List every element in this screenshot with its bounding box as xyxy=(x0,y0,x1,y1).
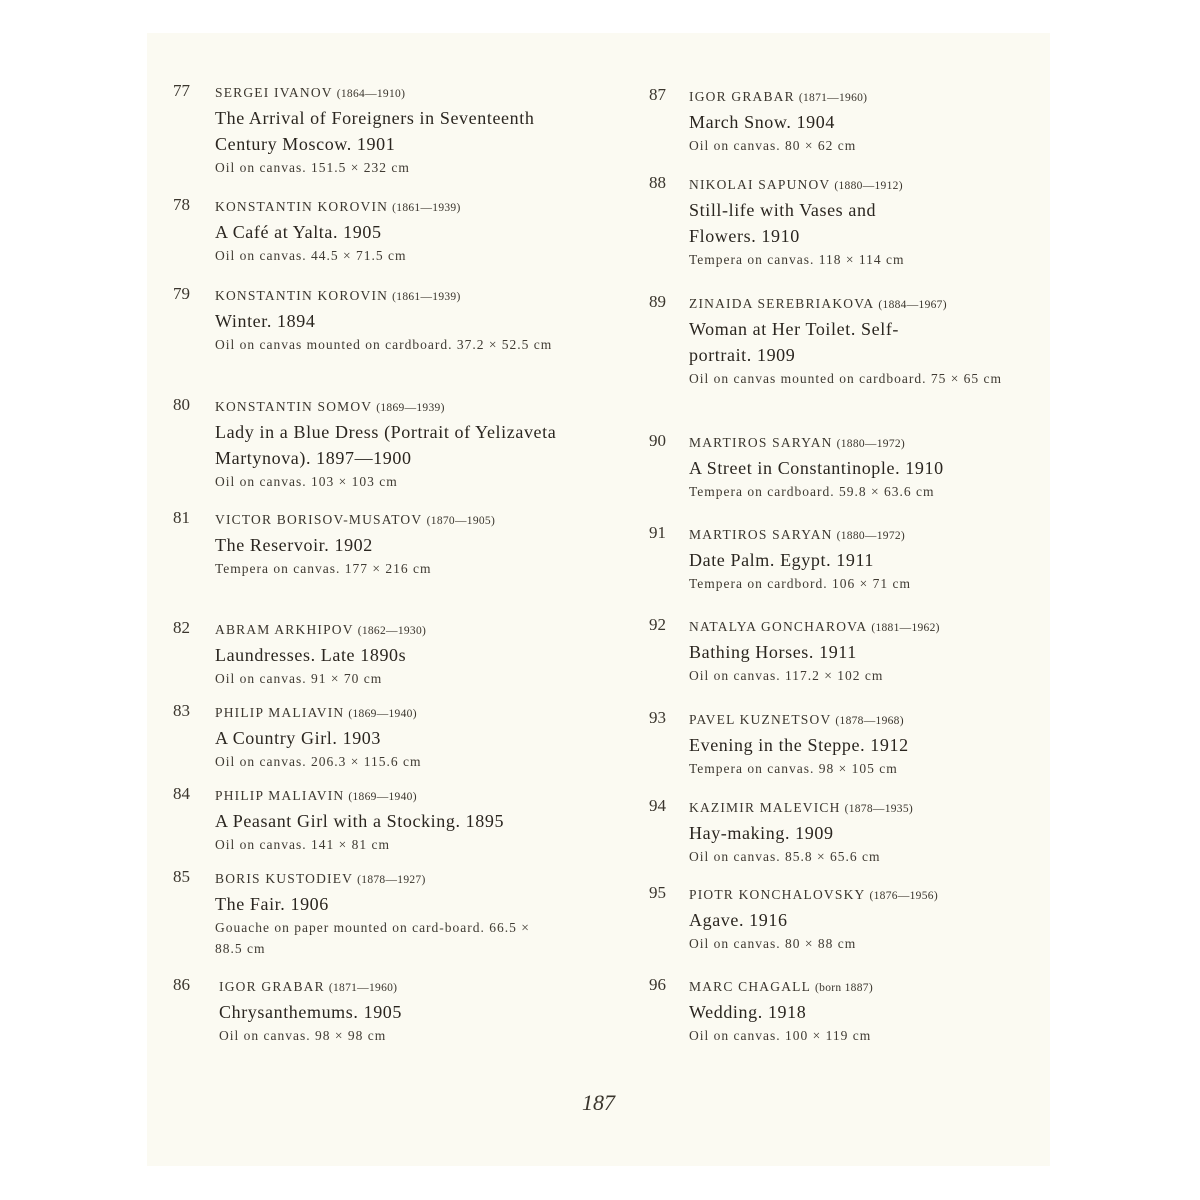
artist-name: PHILIP MALIAVIN xyxy=(215,705,345,720)
artist-name: KONSTANTIN KOROVIN xyxy=(215,199,389,214)
artist-line xyxy=(215,785,597,808)
artwork-title: Agave. 1916 xyxy=(689,910,788,930)
artwork-medium: Oil on canvas. 103 × 103 cm xyxy=(215,474,398,489)
artist-line xyxy=(689,976,1050,999)
catalogue-page xyxy=(147,33,1050,1166)
artist-line xyxy=(215,868,547,891)
artwork-title: Wedding. 1918 xyxy=(689,1002,807,1022)
entry-number: 82 xyxy=(173,618,190,637)
artist-line xyxy=(689,884,1050,907)
entry-number: 90 xyxy=(649,431,666,450)
artist-dates: (1876—1956) xyxy=(869,890,938,902)
artwork-medium: Oil on canvas. 98 × 98 cm xyxy=(219,1028,387,1043)
artist-dates: (1869—1939) xyxy=(376,402,445,414)
artwork-medium: Gouache on paper mounted on card-board. 66.5 × 88.5 cm xyxy=(215,920,530,956)
artwork-title: A Country Girl. 1903 xyxy=(215,728,382,748)
artwork-medium: Oil on canvas. 151.5 × 232 cm xyxy=(215,160,410,175)
artwork-medium: Tempera on canvas. 177 × 216 cm xyxy=(215,561,432,576)
artist-name: IGOR GRABAR xyxy=(219,979,325,994)
artist-name: PHILIP MALIAVIN xyxy=(215,788,345,803)
artwork-title: Laundresses. Late 1890s xyxy=(215,645,407,665)
artist-name: NIKOLAI SAPUNOV xyxy=(689,177,831,192)
artwork-medium: Oil on canvas mounted on cardboard. 37.2 × 52.5 cm xyxy=(215,337,553,352)
artist-dates: (1861—1939) xyxy=(392,202,461,214)
artist-dates: (1862—1930) xyxy=(357,625,427,637)
entry-number: 95 xyxy=(649,883,666,902)
artwork-title: Bathing Horses. 1911 xyxy=(689,642,857,662)
page-number: 187 xyxy=(582,1090,615,1115)
entry-number: 89 xyxy=(649,292,666,311)
artwork-title: Hay-making. 1909 xyxy=(689,823,834,843)
entry-number: 94 xyxy=(649,796,666,815)
artist-name: IGOR GRABAR xyxy=(689,89,795,104)
entry-number: 77 xyxy=(173,81,190,100)
artist-dates: (1880—1972) xyxy=(836,530,906,542)
artwork-medium: Tempera on cardbord. 106 × 71 cm xyxy=(689,576,911,591)
artist-name: PAVEL KUZNETSOV xyxy=(689,712,832,727)
artist-name: SERGEI IVANOV xyxy=(215,85,333,100)
artist-line xyxy=(689,709,1050,732)
artist-dates: (1871—1960) xyxy=(328,982,398,994)
artwork-title: Winter. 1894 xyxy=(215,311,316,331)
artwork-medium: Tempera on cardboard. 59.8 × 63.6 cm xyxy=(689,484,935,499)
entry-number: 92 xyxy=(649,615,666,634)
entry-number: 86 xyxy=(173,975,190,994)
artist-dates: (1880—1912) xyxy=(834,180,903,192)
artwork-medium: Oil on canvas. 80 × 88 cm xyxy=(689,936,857,951)
artwork-title: The Fair. 1906 xyxy=(215,894,329,914)
artwork-medium: Oil on canvas mounted on cardboard. 75 × 65 cm xyxy=(689,371,1003,386)
artist-dates: (1871—1960) xyxy=(798,92,868,104)
artist-line xyxy=(215,285,557,308)
entry-number: 80 xyxy=(173,395,190,414)
artwork-title: March Snow. 1904 xyxy=(689,112,835,132)
entry-number: 79 xyxy=(173,284,190,303)
artist-dates: (1869—1940) xyxy=(348,708,417,720)
artwork-title: A Café at Yalta. 1905 xyxy=(215,222,382,242)
entry-number: 78 xyxy=(173,195,190,214)
entry-number: 91 xyxy=(649,523,666,542)
artist-dates: (1880—1972) xyxy=(836,438,906,450)
artist-line xyxy=(215,619,597,642)
entry-number: 85 xyxy=(173,867,190,886)
artist-dates: (1878—1968) xyxy=(835,715,904,727)
artist-dates: (1884—1967) xyxy=(878,299,947,311)
artist-line xyxy=(215,702,597,725)
artwork-medium: Oil on canvas. 141 × 81 cm xyxy=(215,837,390,852)
artist-name: KAZIMIR MALEVICH xyxy=(689,800,841,815)
artwork-title: A Peasant Girl with a Stocking. 1895 xyxy=(215,811,505,831)
artist-line xyxy=(689,524,1050,547)
artist-name: NATALYA GONCHAROVA xyxy=(689,619,868,634)
artwork-title: Chrysanthemums. 1905 xyxy=(219,1002,402,1022)
artist-dates: (1861—1939) xyxy=(392,291,461,303)
artwork-medium: Oil on canvas. 206.3 × 115.6 cm xyxy=(215,754,422,769)
entry-number: 84 xyxy=(173,784,190,803)
artist-name: ABRAM ARKHIPOV xyxy=(215,622,354,637)
artwork-title: Still-life with Vases and Flowers. 1910 xyxy=(689,200,877,246)
artist-dates: (1878—1935) xyxy=(844,803,914,815)
entry-number: 87 xyxy=(649,85,666,104)
artist-line xyxy=(215,82,587,105)
artwork-medium: Tempera on canvas. 118 × 114 cm xyxy=(689,252,905,267)
artist-name: KONSTANTIN KOROVIN xyxy=(215,288,389,303)
artist-dates: (1881—1962) xyxy=(871,622,940,634)
artist-line xyxy=(689,432,1050,455)
artist-dates: (born 1887) xyxy=(815,982,873,994)
artwork-medium: Oil on canvas. 91 × 70 cm xyxy=(215,671,383,686)
artist-name: MARC CHAGALL xyxy=(689,979,812,994)
artist-name: PIOTR KONCHALOVSKY xyxy=(689,887,866,902)
artwork-medium: Oil on canvas. 44.5 × 71.5 cm xyxy=(215,248,407,263)
artwork-medium: Oil on canvas. 80 × 62 cm xyxy=(689,138,857,153)
artwork-medium: Oil on canvas. 100 × 119 cm xyxy=(689,1028,872,1043)
artist-dates: (1870—1905) xyxy=(426,515,496,527)
artist-name: MARTIROS SARYAN xyxy=(689,527,833,542)
artwork-title: The Arrival of Foreigners in Seventeenth Century Moscow. 1901 xyxy=(215,108,535,154)
entry-number: 96 xyxy=(649,975,666,994)
artwork-medium: Oil on canvas. 85.8 × 65.6 cm xyxy=(689,849,881,864)
artist-line xyxy=(689,293,1050,316)
artist-dates: (1878—1927) xyxy=(357,874,426,886)
entry-number: 93 xyxy=(649,708,666,727)
entry-number: 83 xyxy=(173,701,190,720)
artist-name: MARTIROS SARYAN xyxy=(689,435,833,450)
artist-line xyxy=(689,174,940,197)
artist-name: ZINAIDA SEREBRIAKOVA xyxy=(689,296,875,311)
artist-line xyxy=(689,616,1050,639)
artwork-title: Woman at Her Toilet. Self-portrait. 1909 xyxy=(689,319,900,365)
artist-name: KONSTANTIN SOMOV xyxy=(215,399,373,414)
artist-dates: (1864—1910) xyxy=(336,88,406,100)
artist-line xyxy=(219,976,597,999)
artist-line xyxy=(215,396,597,419)
entry-number: 88 xyxy=(649,173,666,192)
artwork-title: A Street in Constantinople. 1910 xyxy=(689,458,944,478)
artist-dates: (1869—1940) xyxy=(348,791,417,803)
artwork-title: The Reservoir. 1902 xyxy=(215,535,373,555)
artist-line xyxy=(689,86,1050,109)
artwork-title: Evening in the Steppe. 1912 xyxy=(689,735,909,755)
artist-name: VICTOR BORISOV-MUSATOV xyxy=(215,512,423,527)
entry-number: 81 xyxy=(173,508,190,527)
artwork-medium: Oil on canvas. 117.2 × 102 cm xyxy=(689,668,884,683)
artwork-medium: Tempera on canvas. 98 × 105 cm xyxy=(689,761,898,776)
artwork-title: Date Palm. Egypt. 1911 xyxy=(689,550,875,570)
artwork-title: Lady in a Blue Dress (Portrait of Yelizaveta Martynova). 1897—1900 xyxy=(215,422,557,468)
artist-line xyxy=(215,509,537,532)
artist-name: BORIS KUSTODIEV xyxy=(215,871,354,886)
artist-line xyxy=(215,196,597,219)
artist-line xyxy=(689,797,1050,820)
